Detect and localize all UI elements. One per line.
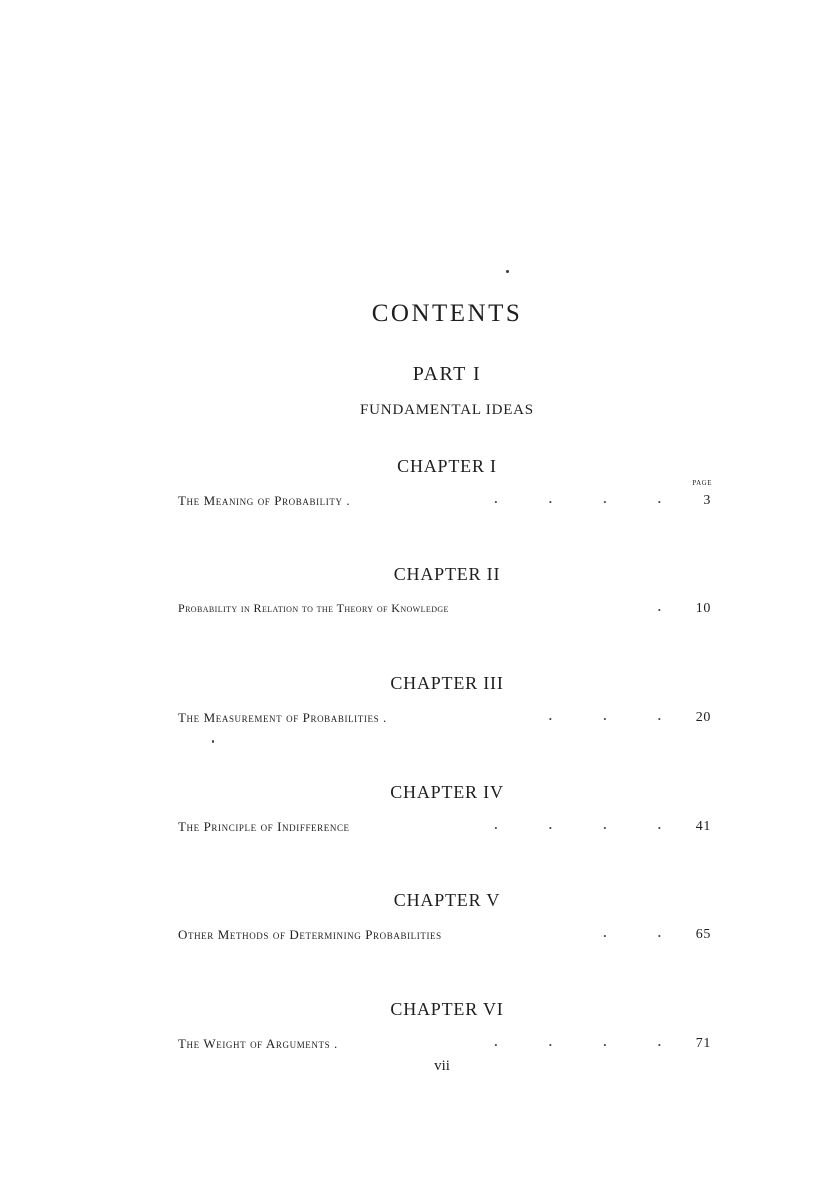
toc-entry-page: 10: [695, 601, 711, 616]
toc-entry-page: 20: [695, 710, 711, 725]
toc-entry-page: 71: [695, 1036, 711, 1051]
chapter-heading: CHAPTER I: [397, 456, 497, 476]
part-subtitle: FUNDAMENTAL IDEAS: [360, 402, 534, 418]
leader-dots: . . . .: [494, 1034, 661, 1049]
part-heading: PART I: [412, 363, 482, 385]
leader-dots: . . . .: [494, 817, 661, 832]
toc-entry-title: Probability in Relation to the Theory of Knowledge: [178, 601, 449, 615]
leader-dots: . . . .: [494, 491, 661, 506]
chapter-heading: CHAPTER IV: [390, 782, 504, 802]
leader-dots: . .: [603, 925, 661, 940]
leader-dots: . . .: [548, 708, 661, 723]
toc-entry-title: The Meaning of Probability .: [178, 493, 351, 508]
chapter-heading: CHAPTER VI: [390, 999, 504, 1019]
toc-entry-page: 65: [695, 927, 711, 942]
toc-entry-page: 3: [703, 493, 711, 508]
toc-entry[interactable]: [178, 493, 711, 513]
chapter-heading: CHAPTER III: [390, 673, 504, 693]
toc-entry-title: Other Methods of Determining Probabilities: [178, 927, 442, 942]
page-number: vii: [434, 1058, 450, 1074]
toc-entry-title: The Principle of Indifference: [178, 819, 350, 834]
leader-dots: .: [657, 599, 661, 614]
toc-entry[interactable]: [178, 710, 711, 730]
toc-entry[interactable]: [178, 1036, 711, 1056]
toc-entry-title: The Weight of Arguments .: [178, 1036, 338, 1051]
chapter-heading: CHAPTER II: [393, 564, 501, 584]
toc-entry[interactable]: [178, 927, 711, 947]
toc-entry[interactable]: [178, 819, 711, 839]
toc-entry-page: 41: [695, 819, 711, 834]
ink-speck: [212, 740, 214, 743]
toc-entry-title: The Measurement of Probabilities .: [178, 710, 387, 725]
contents-heading: CONTENTS: [371, 300, 523, 327]
ink-speck: [506, 270, 509, 273]
chapter-heading: CHAPTER V: [393, 890, 501, 910]
page-column-label: PAGE: [692, 479, 712, 487]
toc-entry[interactable]: [178, 601, 711, 621]
